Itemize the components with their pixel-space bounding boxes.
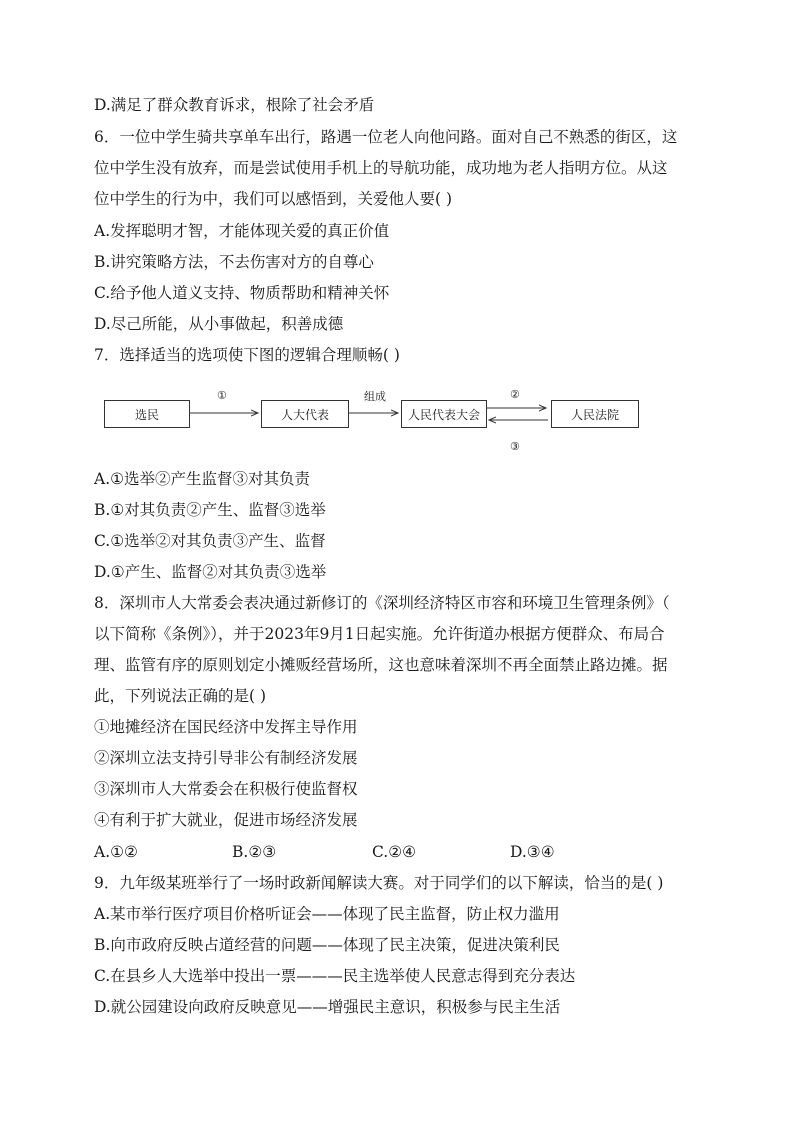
q8-statement-4: ④有利于扩大就业，促进市场经济发展	[94, 811, 358, 829]
q8-stem-line-3: 理、监管有序的原则划定小摊贩经营场所，这也意味着深圳不再全面禁止路边摊。据	[94, 656, 668, 674]
q7-option-c: C.①选举②对其负责③产生、监督	[94, 532, 326, 550]
box-deputies: 人大代表	[261, 400, 349, 428]
q6-option-c: C.给予他人道义支持、物质帮助和精神关怀	[94, 284, 390, 302]
q6-stem-line-1: 6．一位中学生骑共享单车出行，路遇一位老人向他问路。面对自己不熟悉的街区，这	[94, 128, 678, 146]
q8-option-d: D.③④	[510, 843, 555, 861]
q7-option-b: B.①对其负责②产生、监督③选举	[94, 501, 326, 519]
q6-stem-line-3: 位中学生的行为中，我们可以感悟到，关爱他人要( )	[94, 190, 453, 208]
label-compose: 组成	[364, 390, 386, 403]
q6-option-b: B.讲究策略方法，不去伤害对方的自尊心	[94, 253, 374, 271]
q8-option-b: B.②③	[232, 843, 277, 861]
q8-stem-line-4: 此，下列说法正确的是( )	[94, 687, 267, 705]
q8-options	[94, 842, 694, 862]
q5-option-d: D.满足了群众教育诉求，根除了社会矛盾	[94, 96, 375, 114]
label-1: ①	[217, 389, 227, 402]
q7-option-d: D.①产生、监督②对其负责③选举	[94, 563, 327, 581]
q8-option-a: A.①②	[94, 843, 138, 861]
q9-option-c: C.在县乡人大选举中投出一票———民主选举使人民意志得到充分表达	[94, 967, 576, 985]
label-3: ③	[510, 440, 520, 453]
q9-option-a: A.某市举行医疗项目价格听证会——体现了民主监督，防止权力滥用	[94, 905, 560, 923]
logic-diagram	[98, 384, 658, 458]
q6-option-a: A.发挥聪明才智，才能体现关爱的真正价值	[94, 222, 390, 240]
q8-statement-3: ③深圳市人大常委会在积极行使监督权	[94, 780, 358, 798]
q9-option-b: B.向市政府反映占道经营的问题——体现了民主决策，促进决策利民	[94, 936, 560, 954]
q9-stem: 9．九年级某班举行了一场时政新闻解读大赛。对于同学们的以下解读，恰当的是( )	[94, 874, 664, 892]
label-2: ②	[510, 388, 520, 401]
q7-option-a: A.①选举②产生监督③对其负责	[94, 470, 311, 488]
q6-stem-line-2: 位中学生没有放弃，而是尝试使用手机上的导航功能，成功地为老人指明方位。从这	[94, 159, 668, 177]
q8-statement-1: ①地摊经济在国民经济中发挥主导作用	[94, 718, 358, 736]
q8-option-c: C.②④	[372, 843, 417, 861]
q9-option-d: D.就公园建设向政府反映意见——增强民主意识，积极参与民主生活	[94, 998, 561, 1016]
box-court: 人民法院	[551, 400, 639, 428]
box-congress: 人民代表大会	[401, 400, 487, 428]
q8-stem-line-1: 8．深圳市人大常委会表决通过新修订的《深圳经济特区市容和环境卫生管理条例》（	[94, 594, 670, 612]
q8-stem-line-2: 以下简称《条例》），并于2023年9月1日起实施。允许街道办根据方便群众、布局合	[94, 625, 665, 643]
box-voters: 选民	[104, 400, 190, 428]
q8-statement-2: ②深圳立法支持引导非公有制经济发展	[94, 749, 358, 767]
q6-option-d: D.尽己所能，从小事做起，积善成德	[94, 315, 344, 333]
q7-stem: 7．选择适当的选项使下图的逻辑合理顺畅( )	[94, 346, 400, 364]
